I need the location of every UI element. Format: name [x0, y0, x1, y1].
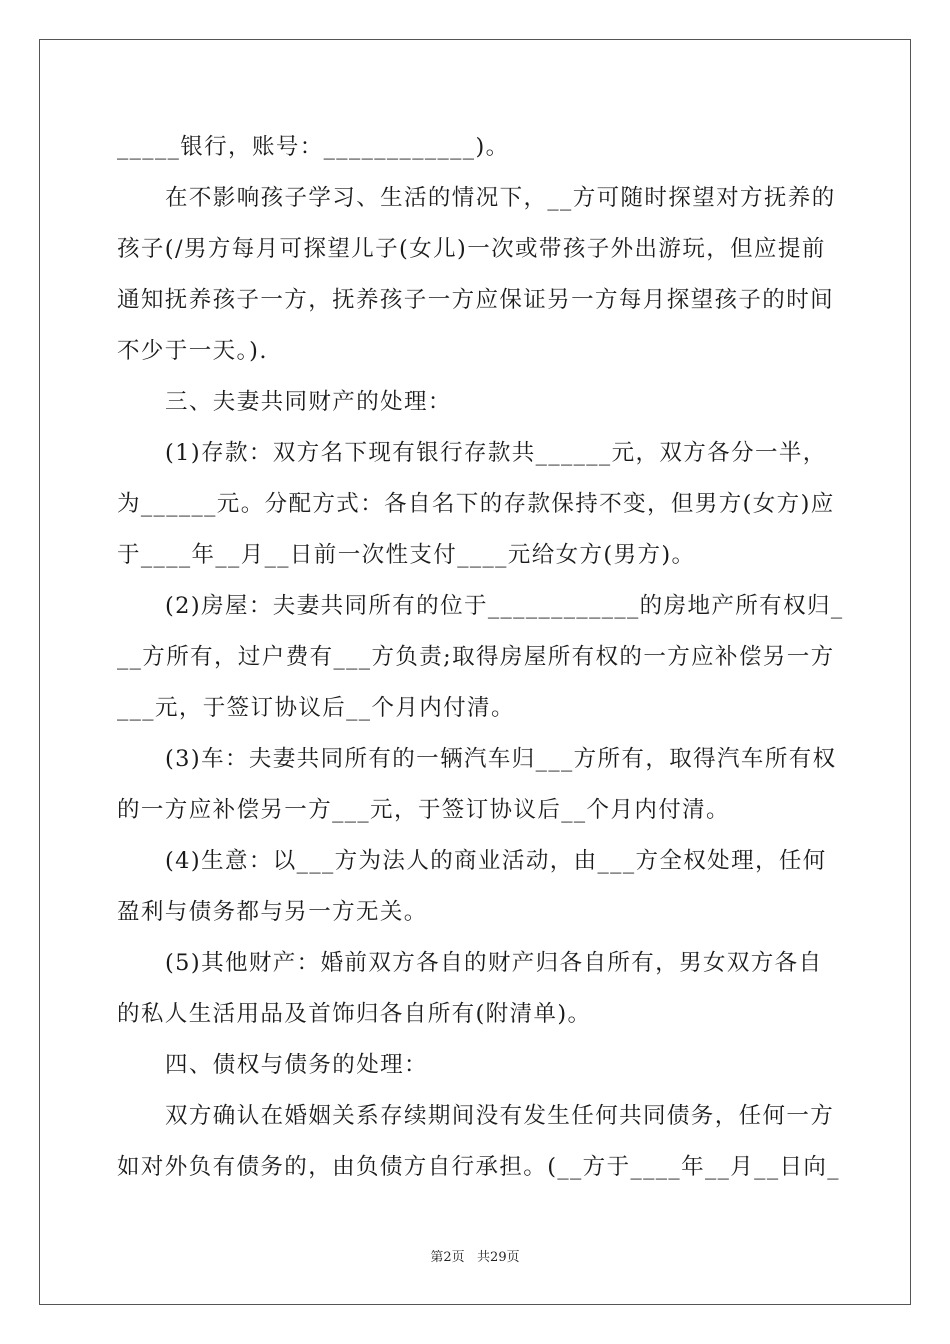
document-line: 孩子(/男方每月可探望儿子(女儿)一次或带孩子外出游玩，但应提前 — [117, 236, 826, 262]
document-line: 盈利与债务都与另一方无关。 — [117, 899, 428, 925]
page-footer: 第2页 共29页 — [430, 1250, 520, 1265]
document-line: (4)生意：以___方为法人的商业活动，由___方全权处理，任何 — [165, 848, 827, 874]
document-body — [117, 122, 844, 1193]
document-line: __方所有，过户费有___方负责;取得房屋所有权的一方应补偿另一方 — [117, 644, 835, 670]
document-line: 双方确认在婚姻关系存续期间没有发生任何共同债务，任何一方 — [165, 1103, 835, 1129]
document-line: (2)房屋：夫妻共同所有的位于____________的房地产所有权归_ — [165, 593, 844, 619]
document-line: 于____年__月__日前一次性支付____元给女方(男方)。 — [117, 542, 696, 568]
document-line: ___元，于签订协议后__个月内付清。 — [117, 695, 515, 721]
document-line: _____银行，账号：____________)。 — [117, 134, 510, 160]
document-line: 的私人生活用品及首饰归各自所有(附清单)。 — [117, 1001, 592, 1027]
document-line: 在不影响孩子学习、生活的情况下，__方可随时探望对方抚养的 — [165, 185, 836, 211]
document-line: 通知抚养孩子一方，抚养孩子一方应保证另一方每月探望孩子的时间 — [117, 287, 835, 313]
document-line: 三、夫妻共同财产的处理： — [165, 389, 452, 415]
document-line: (5)其他财产：婚前双方各自的财产归各自所有，男女双方各自 — [165, 950, 823, 976]
document-line: (1)存款：双方名下现有银行存款共______元，双方各分一半， — [165, 440, 827, 466]
document-line: 不少于一天。). — [117, 338, 268, 364]
document-line: 的一方应补偿另一方___元，于签订协议后__个月内付清。 — [117, 797, 730, 823]
document-line: 为______元。分配方式：各自名下的存款保持不变，但男方(女方)应 — [117, 491, 835, 517]
document-line: (3)车：夫妻共同所有的一辆汽车归___方所有，取得汽车所有权 — [165, 746, 837, 772]
document-line: 四、债权与债务的处理： — [165, 1052, 428, 1078]
document-line: 如对外负有债务的，由负债方自行承担。(__方于____年__月__日向_ — [117, 1154, 840, 1180]
